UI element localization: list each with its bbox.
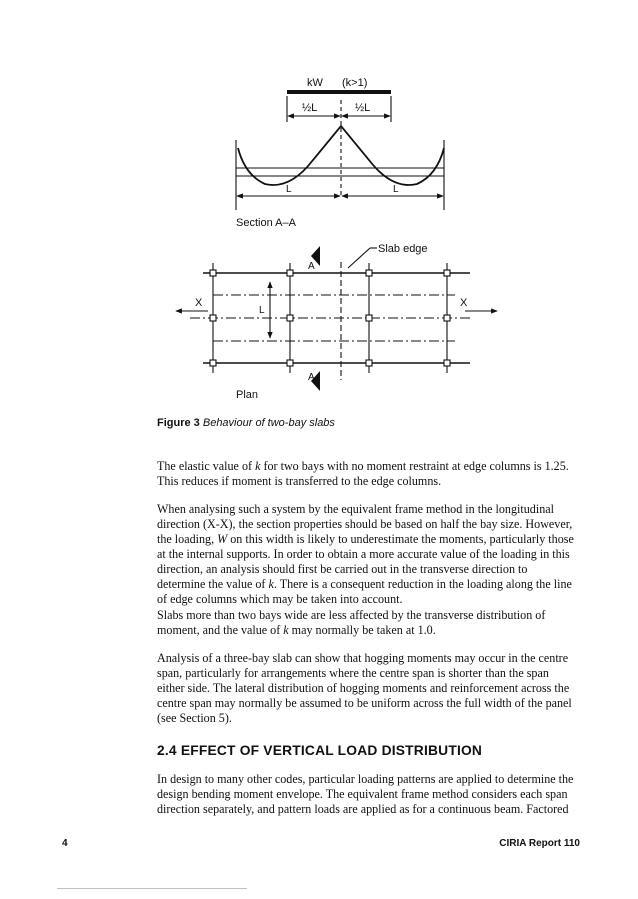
paragraph-equivalent-frame (157, 502, 577, 607)
paragraph-text: When analysing such a system by the equivalent frame method in the longitudinal direction (X-X), the section properties should be based on half the bay size. However, the loading, (157, 502, 573, 546)
paragraph-text: Slabs more than two bays wide are less affected by the transverse distribution of moment, and the value of (157, 608, 546, 637)
load-label-kw: kW (307, 77, 323, 89)
footer-rule (57, 888, 247, 889)
section-mark-bottom: A (308, 372, 315, 383)
column (210, 270, 216, 276)
column (287, 270, 293, 276)
span-right-label: L (393, 184, 399, 195)
paragraph-three-bay: Analysis of a three-bay slab can show that hogging moments may occur in the centre span, particularly for arrangements where the centre span is shorter than the span either side. The lateral distribution of hogging moments and reinforcement across the centre span may normally be assumed to be uniform across the full width of the panel (see Section 5). (157, 651, 572, 725)
page-number: 4 (62, 838, 68, 849)
paragraph-text: on this width is likely to underestimate the moments, particularly those at the internal supports. In order to obtain a more accurate value of the loading in this direction, an analysis should first be carried out in the transverse direction to determine the value of (157, 532, 574, 591)
half-span-left-label: ½L (302, 102, 318, 114)
plan-span-label: L (259, 305, 265, 316)
paragraph-elastic-value (157, 459, 577, 489)
column (444, 315, 450, 321)
section-heading: 2.4 EFFECT OF VERTICAL LOAD DISTRIBUTION (157, 743, 483, 758)
paragraph-text: may normally be taken at 1.0. (288, 623, 436, 637)
variable-k: k (283, 623, 289, 637)
report-name: CIRIA Report 110 (499, 838, 580, 849)
paragraph-text: . There is a consequent reduction in the loading along the line of edge columns which may be taken into account. (157, 577, 572, 606)
column (444, 360, 450, 366)
section-aa-label: Section A–A (236, 217, 296, 229)
paragraph-text: for two bays with no moment restraint at edge columns is 1.25. This reduces if moment is transferred to the edge columns. (157, 459, 569, 488)
column (210, 315, 216, 321)
column (287, 360, 293, 366)
paragraph-text: The elastic value of (157, 459, 256, 473)
half-span-right-label: ½L (355, 102, 371, 114)
column (366, 270, 372, 276)
figure-caption-label: Figure 3 (157, 417, 200, 429)
paragraph-load-distribution: In design to many other codes, particular loading patterns are applied to determine the design bending moment envelope. The equivalent frame method considers each span direction separately, and pattern loads are applied as for a continuous beam. Factored (157, 772, 574, 816)
column (287, 315, 293, 321)
variable-w: W (217, 532, 228, 546)
plan-label: Plan (236, 389, 259, 401)
figure-caption (157, 417, 335, 429)
figure-caption-title: Behaviour of two-bay slabs (202, 417, 335, 429)
axis-right-label: X (460, 297, 468, 309)
variable-k: k (255, 459, 261, 473)
load-bar (287, 90, 391, 94)
column (210, 360, 216, 366)
column (444, 270, 450, 276)
paragraph-slabs-wider (157, 608, 577, 638)
section-mark-top: A (308, 261, 315, 272)
axis-left-label: X (195, 297, 203, 309)
column (366, 315, 372, 321)
span-left-label: L (286, 184, 292, 195)
section-view (236, 90, 444, 210)
load-label-k: (k>1) (342, 77, 368, 89)
variable-k: k (268, 577, 274, 591)
figure-3-diagram (0, 0, 638, 420)
slab-edge-label: Slab edge (378, 243, 428, 255)
column (366, 360, 372, 366)
